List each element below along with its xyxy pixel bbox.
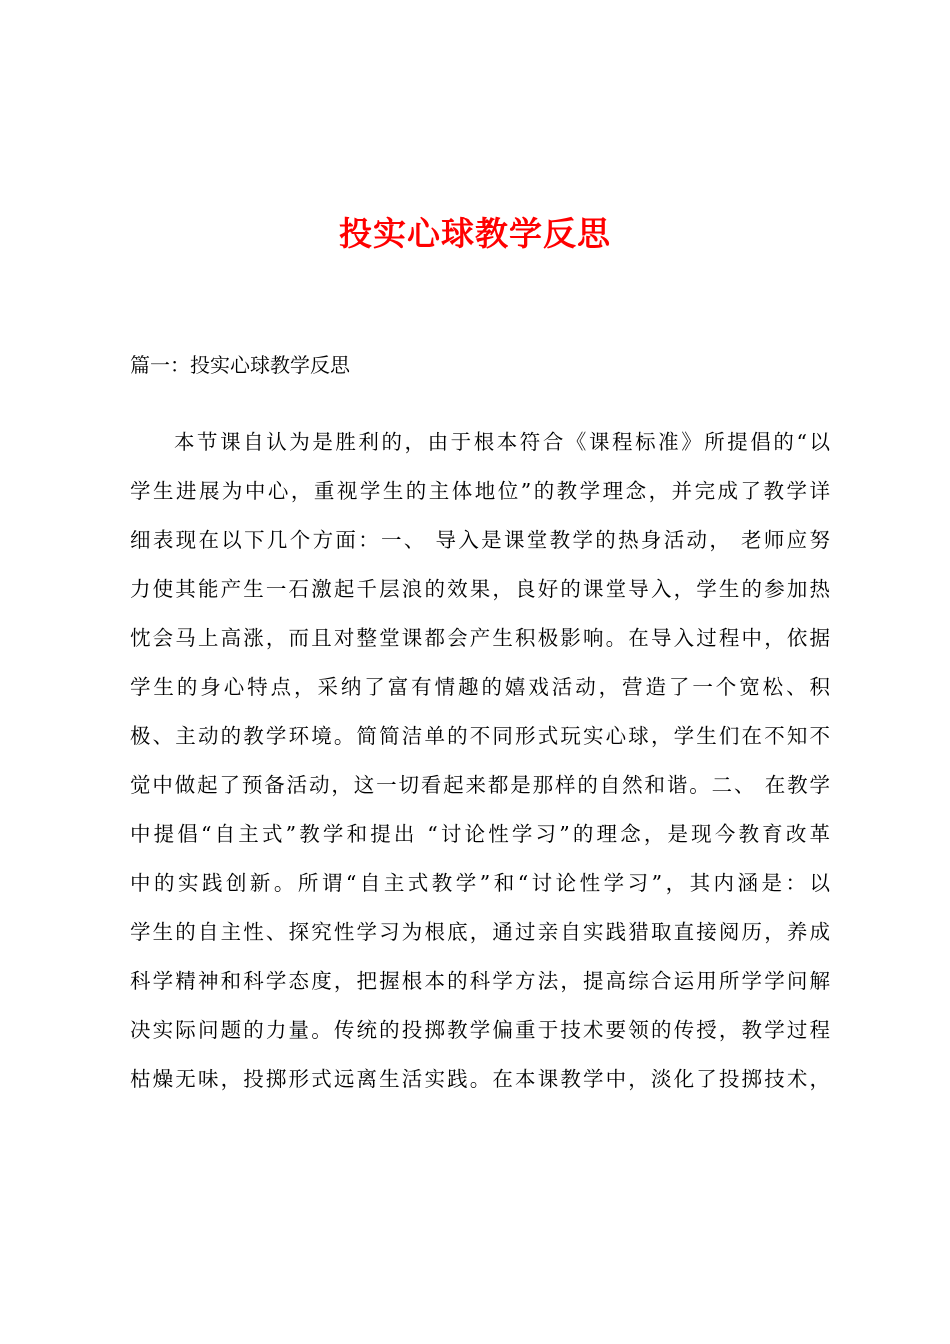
paragraph-line: 学生的自主性、探究性学习为根底，通过亲自实践猎取直接阅历，养成 (130, 920, 830, 944)
paragraph-line: 细表现在以下几个方面：一、 导入是课堂教学的热身活动， 老师应努 (130, 528, 830, 552)
document-title: 投实心球教学反思 (339, 214, 611, 253)
paragraph-line: 科学精神和科学态度，把握根本的科学方法，提高综合运用所学学问解 (130, 969, 830, 993)
paragraph-line: 学生进展为中心，重视学生的主体地位”的教学理念，并完成了教学详 (130, 479, 830, 503)
paragraph-line: 本节课自认为是胜利的，由于根本符合《课程标准》所提倡的“以 (174, 430, 830, 454)
paragraph-line: 中的实践创新。所谓“自主式教学”和“讨论性学习”，其内涵是：以 (130, 871, 830, 895)
paragraph-line: 忱会马上高涨，而且对整堂课都会产生积极影响。在导入过程中，依据 (130, 626, 830, 650)
section-heading: 篇一：投实心球教学反思 (130, 353, 350, 377)
paragraph-line: 学生的身心特点，采纳了富有情趣的嬉戏活动，营造了一个宽松、积 (130, 675, 830, 699)
paragraph-line: 极、主动的教学环境。简简洁单的不同形式玩实心球，学生们在不知不 (130, 724, 830, 748)
paragraph-line: 觉中做起了预备活动，这一切看起来都是那样的自然和谐。二、 在教学 (130, 773, 830, 797)
body-paragraph (130, 418, 830, 1104)
paragraph-line: 中提倡“自主式”教学和提出 “讨论性学习”的理念，是现今教育改革 (130, 822, 830, 846)
paragraph-line: 决实际问题的力量。传统的投掷教学偏重于技术要领的传授，教学过程 (130, 1018, 830, 1042)
paragraph-line: 力使其能产生一石激起千层浪的效果，良好的课堂导入，学生的参加热 (130, 577, 830, 601)
paragraph-line: 枯燥无味，投掷形式远离生活实践。在本课教学中，淡化了投掷技术， (130, 1067, 830, 1091)
